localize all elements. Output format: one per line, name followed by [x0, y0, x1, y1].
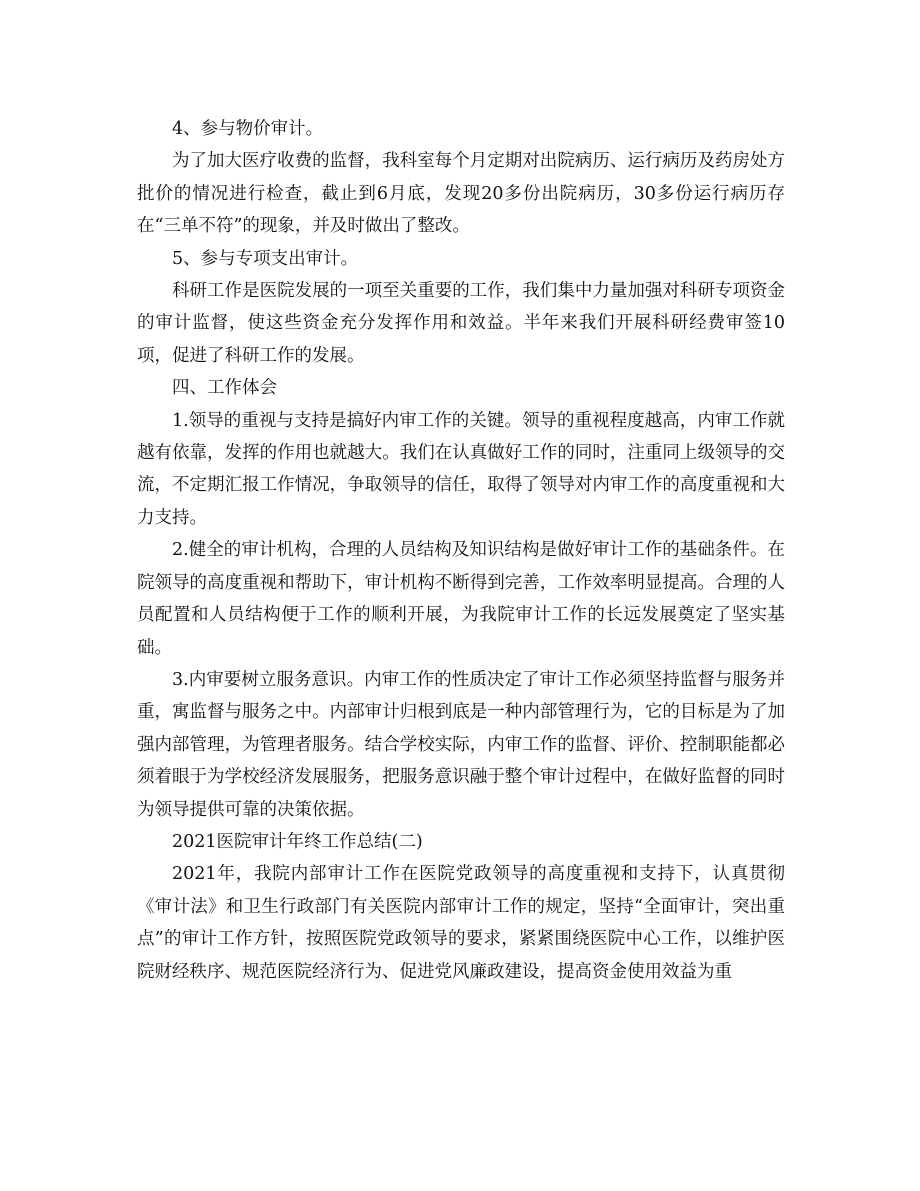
document-subtitle: 2021医院审计年终工作总结(二) — [172, 831, 423, 852]
section-heading-price-audit: 4、参与物价审计。 — [172, 119, 324, 139]
paragraph-special-expenditure-audit: 科研工作是医院发展的一项至关重要的工作，我们集中力量加强对科研专项资金的审计监督，使这些资金充分发挥作用和效益。半年来我们开展科研经费审签10项，促进了科研工作的发展。 — [137, 281, 785, 366]
paragraph-price-audit: 为了加大医疗收费的监督，我科室每个月定期对出院病历、运行病历及药房处方批价的情况进行检查，截止到6月底，发现20多份出院病历，30多份运行病历存在“三单不符”的现象，并及时做出了整改。 — [137, 151, 785, 237]
paragraph-audit-organization: 2.健全的审计机构，合理的人员结构及知识结构是做好审计工作的基础条件。在院领导的高度重视和帮助下，审计机构不断得到完善，工作效率明显提高。合理的人员配置和人员结构便于工作的顺利开展，为我院审计工作的长远发展奠定了坚实基础。 — [137, 540, 785, 658]
section-heading-special-expenditure-audit: 5、参与专项支出审计。 — [172, 248, 359, 269]
document-page — [137, 113, 785, 988]
paragraph-service-awareness: 3.内审要树立服务意识。内审工作的性质决定了审计工作必须坚持监督与服务并重，寓监督与服务之中。内部审计归根到底是一种内部管理行为，它的目标是为了加强内部管理，为管理者服务。结合学校实际，内审工作的监督、评价、控制职能都必须着眼于为学校经济发展服务，把服务意识融于整个审计过程中，在做好监督的同时为领导提供可靠的决策依据。 — [137, 669, 785, 820]
paragraph-annual-summary-intro: 2021年，我院内部审计工作在医院党政领导的高度重视和支持下，认真贯彻《审计法》和卫生行政部门有关医院内部审计工作的规定，坚持“全面审计，突出重点”的审计工作方针，按照医院党政领导的要求，紧紧围绕医院中心工作，以维护医院财经秩序、规范医院经济行为、促进党风廉政建设，提高资金使用效益为重 — [137, 864, 785, 982]
paragraph-leadership-support: 1.领导的重视与支持是搞好内审工作的关键。领导的重视程度越高，内审工作就越有依靠，发挥的作用也就越大。我们在认真做好工作的同时，注重同上级领导的交流，不定期汇报工作情况，争取领导的信任，取得了领导对内审工作的高度重视和大力支持。 — [137, 410, 785, 528]
section-heading-work-experience: 四、工作体会 — [172, 378, 277, 399]
